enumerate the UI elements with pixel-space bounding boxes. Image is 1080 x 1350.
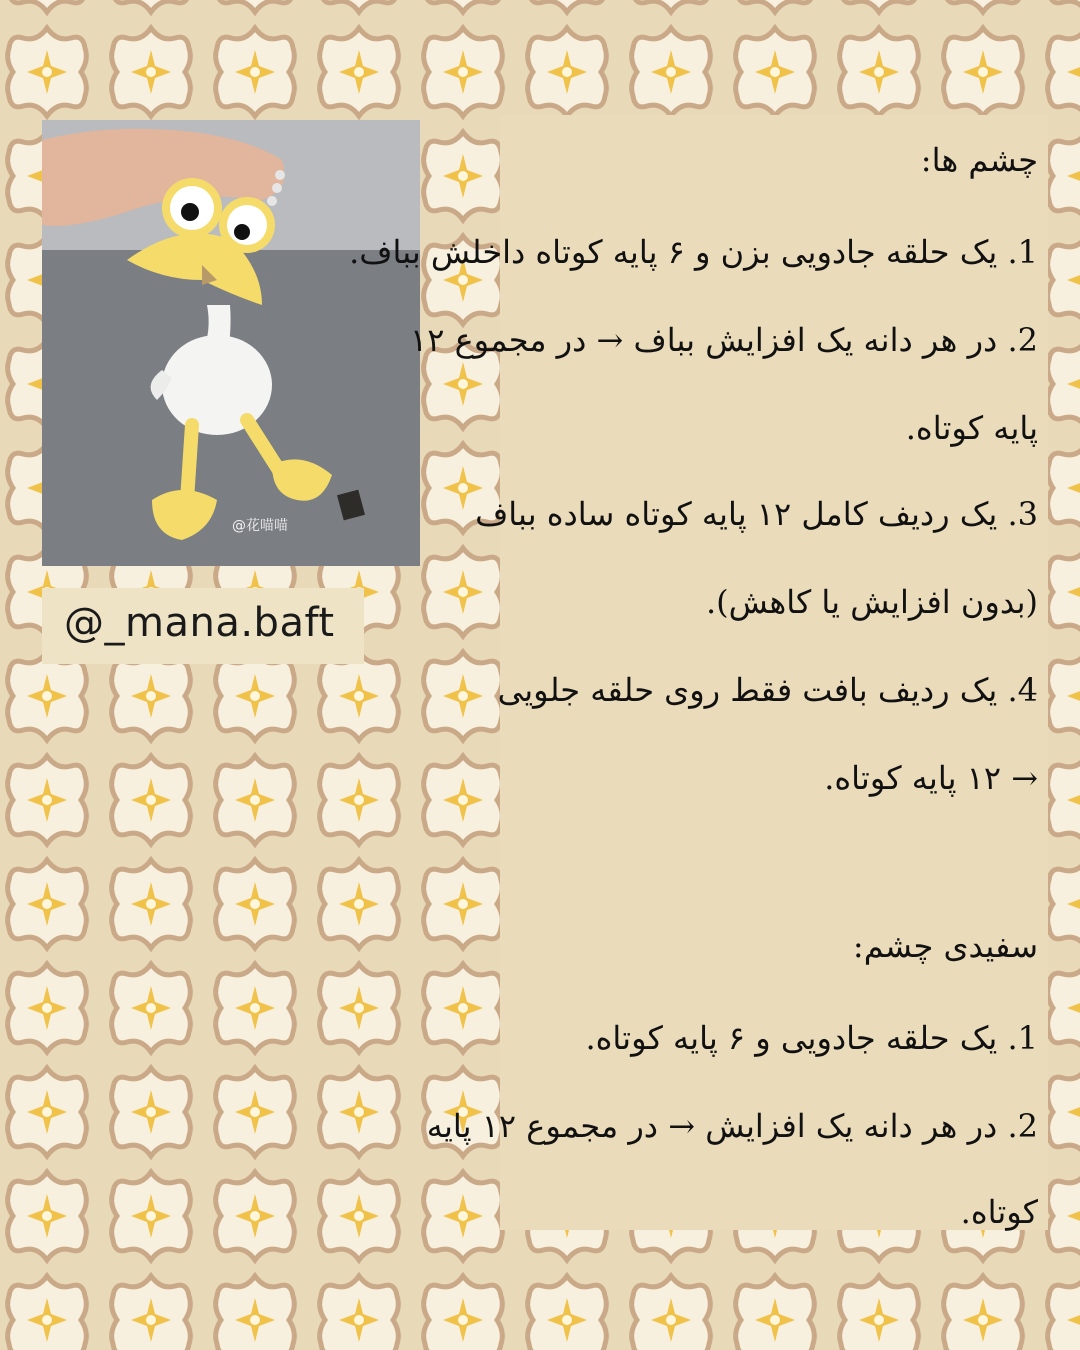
eye-white-step-1: 1. یک حلقه جادویی و ۶ پایه کوتاه. (585, 1019, 1038, 1057)
section-title-eyes: چشم ها: (920, 141, 1038, 179)
eyes-step-4: 4. یک ردیف بافت فقط روی حلقه جلویی (497, 671, 1038, 709)
product-photo (42, 120, 420, 566)
eyes-step-2-cont: پایه کوتاه. (905, 409, 1038, 447)
section-title-eye-white: سفیدی چشم: (852, 927, 1038, 965)
crochet-duck-illustration (42, 120, 420, 566)
eyes-step-1: 1. یک حلقه جادویی بزن و ۶ پایه کوتاه داخلش بباف. (349, 233, 1038, 271)
photo-watermark: @花喵喵 (232, 518, 288, 534)
eyes-step-3-cont: (بدون افزایش یا کاهش). (705, 583, 1038, 621)
eye-white-step-2-cont: کوتاه. (960, 1193, 1038, 1231)
eyes-step-3: 3. یک ردیف کامل ۱۲ پایه کوتاه ساده بباف (475, 495, 1038, 533)
handle-box (42, 588, 364, 664)
eyes-step-2: 2. در هر دانه یک افزایش بباف → در مجموع ۱۲ (410, 321, 1038, 359)
account-handle: @_mana.baft (64, 600, 335, 646)
eye-white-step-2: 2. در هر دانه یک افزایش → در مجموع ۱۲ پایه (426, 1107, 1038, 1145)
eyes-step-4-cont: → ۱۲ پایه کوتاه. (824, 759, 1038, 797)
